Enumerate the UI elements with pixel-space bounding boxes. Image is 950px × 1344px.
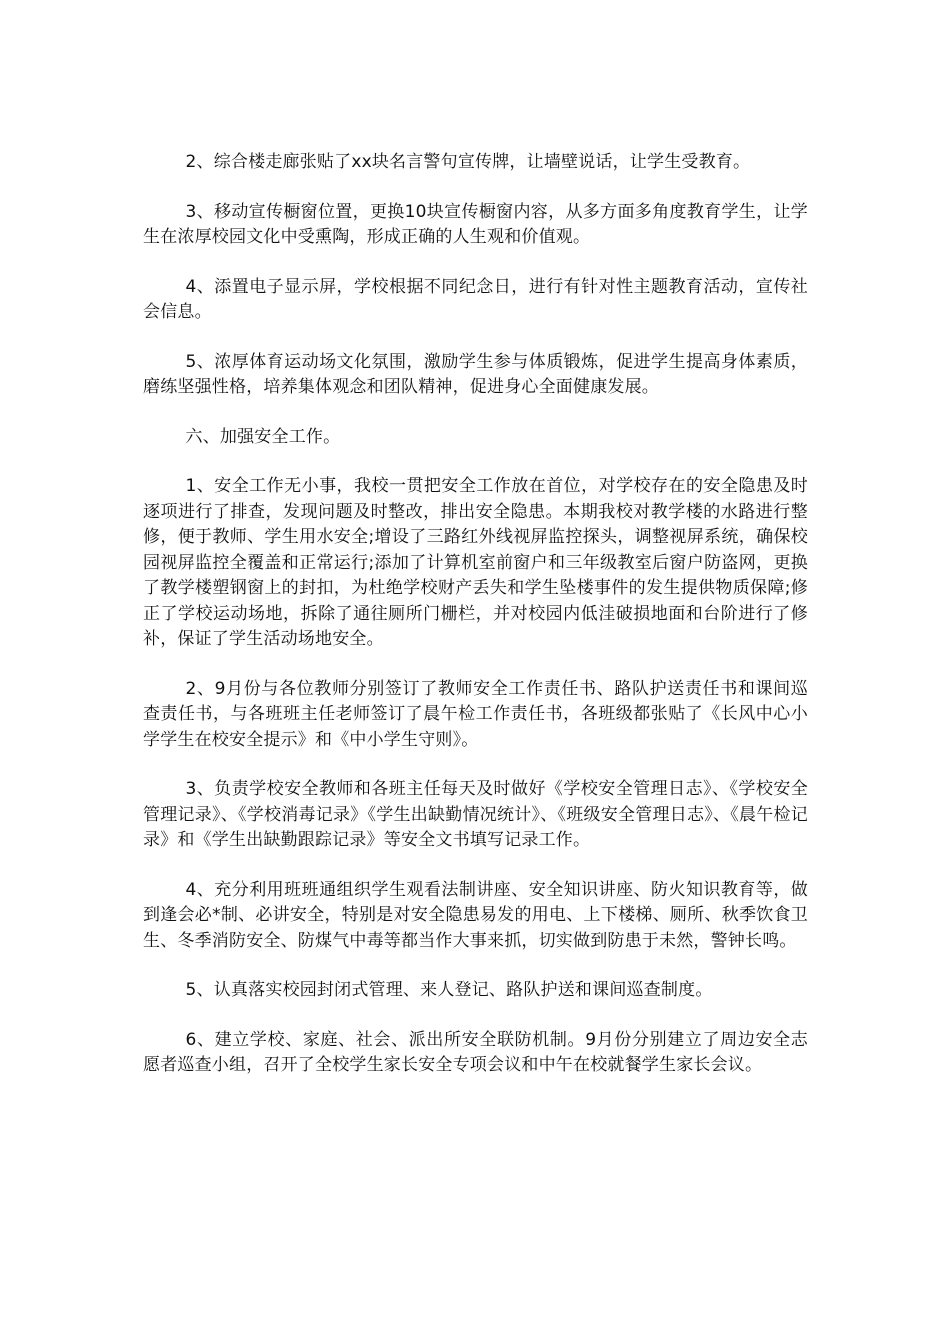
section-heading-safety: 六、加强安全工作。 xyxy=(185,426,341,447)
safety-item-2: 2、9月份与各位教师分别签订了教师安全工作责任书、路队护送责任书和课间巡查责任书，与各班班主任老师签订了晨午检工作责任书，各班级都张贴了《长风中心小学学生在校安全提示》和《中小学生守则》。 xyxy=(143,678,808,750)
paragraph-item-2: 2、综合楼走廊张贴了xx块名言警句宣传牌，让墙壁说话，让学生受教育。 xyxy=(185,152,751,172)
paragraph-item-3: 3、移动宣传橱窗位置，更换10块宣传橱窗内容，从多方面多角度教育学生，让学生在浓厚校园文化中受熏陶，形成正确的人生观和价值观。 xyxy=(143,201,808,247)
safety-item-4: 4、充分利用班班通组织学生观看法制讲座、安全知识讲座、防火知识教育等，做到逢会必*制、必讲安全，特别是对安全隐患易发的用电、上下楼梯、厕所、秋季饮食卫生、冬季消防安全、防煤气中毒等都当作大事来抓，切实做到防患于未然，警钟长鸣。 xyxy=(143,879,808,951)
safety-item-6: 6、建立学校、家庭、社会、派出所安全联防机制。9月份分别建立了周边安全志愿者巡查小组，召开了全校学生家长安全专项会议和中午在校就餐学生家长会议。 xyxy=(143,1029,808,1075)
safety-item-3: 3、负责学校安全教师和各班主任每天及时做好《学校安全管理日志》、《学校安全管理记录》、《学校消毒记录》《学生出缺勤情况统计》、《班级安全管理日志》、《晨午检记录》和《学生出缺勤跟踪记录》等安全文书填写记录工作。 xyxy=(143,779,808,850)
safety-item-1: 1、安全工作无小事，我校一贯把安全工作放在首位，对学校存在的安全隐患及时逐项进行了排查，发现问题及时整改，排出安全隐患。本期我校对教学楼的水路进行整修，便于教师、学生用水安全;增设了三路红外线视屏监控探头，调整视屏系统，确保校园视屏监控全覆盖和正常运行;添加了计算机室前窗户和三年级教室后窗户防盗网，更换了教学楼塑钢窗上的封扣，为杜绝学校财产丢失和学生坠楼事件的发生提供物质保障;修正了学校运动场地，拆除了通往厕所门栅栏，并对校园内低洼破损地面和台阶进行了修补，保证了学生活动场地安全。 xyxy=(143,476,808,649)
paragraph-item-4: 4、添置电子显示屏，学校根据不同纪念日，进行有针对性主题教育活动，宣传社会信息。 xyxy=(143,276,808,322)
paragraph-item-5: 5、浓厚体育运动场文化氛围，激励学生参与体质锻炼，促进学生提高身体素质，磨练坚强性格，培养集体观念和团队精神，促进身心全面健康发展。 xyxy=(143,351,808,397)
document-body xyxy=(143,150,808,1103)
safety-item-5: 5、认真落实校园封闭式管理、来人登记、路队护送和课间巡查制度。 xyxy=(185,980,713,1000)
